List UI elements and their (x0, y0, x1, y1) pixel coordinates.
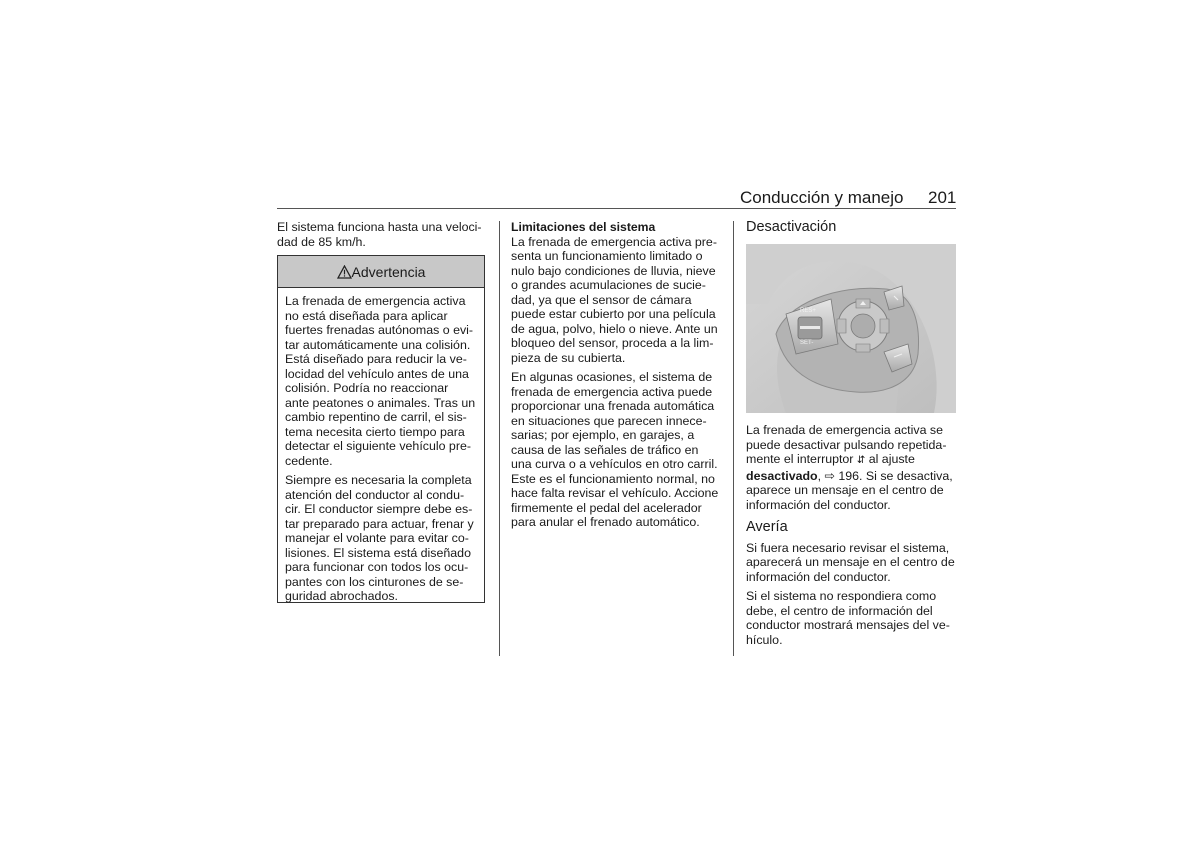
warning-triangle-icon (337, 265, 352, 279)
deactivation-paragraph (746, 423, 958, 512)
limitations-paragraph-2: En algunas ocasiones, el sistema de frenada de emergencia activa puede proporcionar una frenada automática en situaciones que parecen innece- sarias; por ejemplo, en garajes, a causa de las señales de tráfico en una curva o a vehículos en otro carril. Este es el funcionamiento normal, no hace falta revisar el vehículo. Accione firmemente el pedal del acelerador para anular el frenado automático. (511, 370, 719, 529)
deactivation-setting-name: desactivado (746, 468, 818, 483)
deactivation-heading: Desactivación (746, 219, 837, 235)
section-title: Conducción y manejo (740, 188, 904, 207)
intro-text: El sistema funciona hasta una veloci- dad de 85 km/h. (277, 220, 482, 249)
warning-header (278, 256, 484, 288)
warning-paragraph-1: La frenada de emergencia activa no está diseñada para aplicar fuertes frenadas autónomas o evi- tar automáticamente una colisión. Está diseñado para reducir la ve- locidad del vehículo antes de una colisión. Podría no reaccionar ante peatones o animales. Tras un cambio repentino de carril, el sis- tema necesita cierto tiempo para detectar el siguiente vehículo pre- cedente. (285, 294, 476, 468)
column-divider-2 (733, 221, 734, 656)
deactivation-text-a: La frenada de emergencia activa se puede desactivar pulsando repetida- mente el interruptor (746, 423, 947, 466)
deactivation-text-c: , ⇨ 196. Si se desactiva, aparece un mensaje en el centro de información del conductor. (746, 468, 953, 512)
limitations-paragraph-1: La frenada de emergencia activa pre- senta un funcionamiento limitado o nulo bajo condiciones de lluvia, nieve o grandes acumulaciones de sucie- dad, ya que el sensor de cámara puede estar cubierto por una película de agua, polvo, hielo o nieve. Ante un bloqueo del sensor, proceda a la lim- pieza de su cubierta. (511, 234, 718, 365)
figure-label-set: SET- (800, 340, 814, 346)
column-1 (277, 220, 487, 254)
fault-heading: Avería (746, 519, 788, 535)
deactivation-text-b: al ajuste (865, 452, 915, 466)
warning-paragraph-2: Siempre es necesaria la completa atención del conductor al condu- cir. El conductor siempre debe es- tar preparado para actuar, frenar y manejar el volante para evitar co- lisiones. El sistema está diseñado para funcionar con todos los ocu- pantes con los cinturones de se- guridad abrochados. (285, 473, 474, 603)
column-3 (746, 220, 958, 241)
column-3-body (746, 423, 958, 652)
warning-body (278, 288, 484, 604)
fault-paragraph-1: Si fuera necesario revisar el sistema, aparecerá un mensaje en el centro de información del conductor. (746, 540, 955, 584)
column-divider-1 (499, 221, 500, 656)
column-2 (511, 220, 724, 535)
page-number: 201 (928, 188, 957, 207)
switch-icon: ⇵ (856, 455, 866, 466)
warning-title: Advertencia (351, 263, 426, 280)
figure-label-res: RES+ (800, 308, 816, 314)
warning-box (277, 255, 485, 603)
header-rule (277, 208, 956, 209)
fault-paragraph-2: Si el sistema no respondiera como debe, el centro de información del conductor mostrará mensajes del ve- hículo. (746, 589, 950, 647)
limitations-heading: Limitaciones del sistema (511, 220, 656, 234)
steering-wheel-figure (746, 244, 956, 413)
